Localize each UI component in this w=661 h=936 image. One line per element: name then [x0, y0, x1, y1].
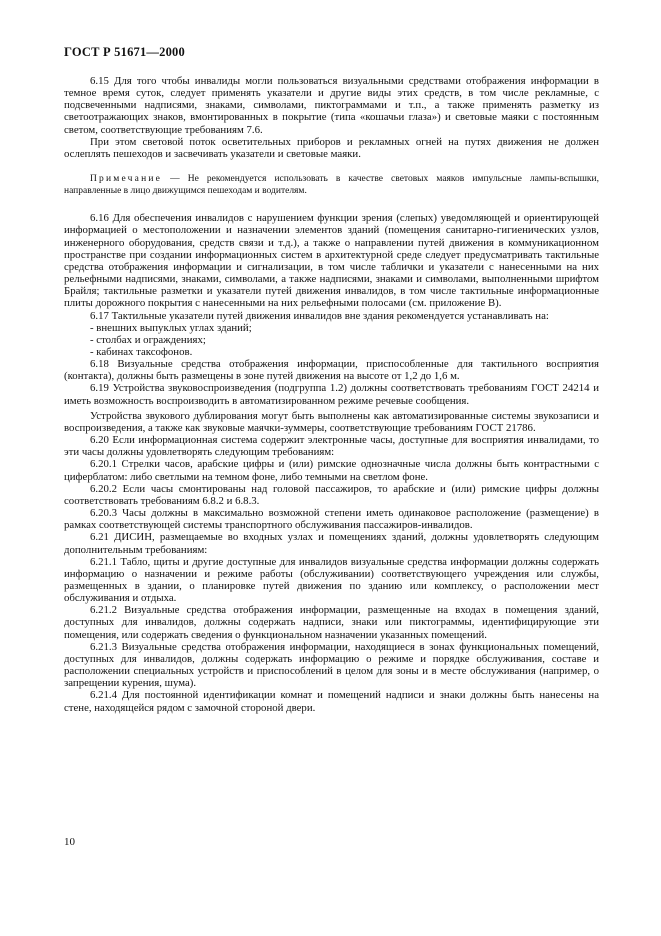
- paragraph-6-16: 6.16 Для обеспечения инвалидов с нарушением функции зрения (слепых) уведомляющей и ориентирующей информацией о местоположении и назначении элементов зданий (помещения санитарно-гигиенических узлов, инженерного оборудования, средств связи и т.д.), а также о направлении путей движения в коммуникационном пространстве при создании информационных систем в архитектурной среде следует предусматривать тактильные средства отображения информации и сигнализации, в том числе таблички и указатели с нанесенными на них рельефными надписями, знаками, символами, а также надписями, знаками и символами, выполненными шрифтом Брайля; тактильные разметки и указатели путей движения инвалидов, в том числе тактильные информационные плиты дорожного покрытия с нанесенными на них рельефными полосами (см. приложение В).: [64, 212, 599, 310]
- paragraph-6-21: 6.21 ДИСИН, размещаемые во входных узлах и помещениях зданий, должны удовлетворять следующим дополнительным требованиям:: [64, 531, 599, 556]
- list-item: - внешних выпуклых углах зданий;: [90, 321, 252, 334]
- paragraph-6-21-2: 6.21.2 Визуальные средства отображения информации, размещенные на входах в помещения зданий, доступных для инвалидов, должны содержать надписи, знаки или пиктограммы, идентифицирующие эти помещения, или содержать сведения о функциональном назначении указанных помещений.: [64, 604, 599, 641]
- paragraph-6-18: 6.18 Визуальные средства отображения информации, приспособленные для тактильного восприятия (контакта), должны быть размещены в зоне путей движения на высоте от 1,2 до 1,6 м.: [64, 358, 599, 383]
- list-item: - кабинах таксофонов.: [90, 346, 193, 358]
- paragraph-6-20-3: 6.20.3 Часы должны в максимально возможной степени иметь одинаковое расположение (размещение) в рамках соответствующей системы транспортного обслуживания пассажиров-инвалидов.: [64, 507, 599, 532]
- note-text: — Не рекомендуется использовать в качестве световых маяков импульсные лампы-вспышки, направленные в лицо движущимся пешеходам и водителям.: [64, 174, 600, 196]
- paragraph-6-15-cont: При этом световой поток осветительных приборов и рекламных огней на путях движения не должен ослеплять пешеходов и засвечивать указатели и световые маяки.: [64, 135, 599, 160]
- paragraph-6-19: 6.19 Устройства звуковоспроизведения (подгруппа 1.2) должны соответствовать требованиям ГОСТ 24214 и иметь возможность воспроизводить в автоматизированном режиме речевые сообщения.: [64, 382, 599, 407]
- paragraph-6-20-1: 6.20.1 Стрелки часов, арабские цифры и (или) римские однозначные числа должны быть контрастными с циферблатом: либо светлыми на темном фоне, либо темными на светлом фоне.: [64, 458, 599, 483]
- page-header-standard-number: ГОСТ Р 51671—2000: [64, 45, 185, 59]
- paragraph-6-15: 6.15 Для того чтобы инвалиды могли пользоваться визуальными средствами отображения информации в темное время суток, следует применять указатели и другие виды этих средств, в том числе рекламные, с подсвеченными надписями, знаками, символами, пиктограммами и т.п., а также применять разметку из светоотражающих знаков, вмонтированных в покрытие (типа «кошачьи глаза») и световые маяки с постоянным светом, соответствующие требованиям 7.6.: [64, 75, 599, 136]
- document-body: [64, 75, 599, 714]
- paragraph-6-20-2: 6.20.2 Если часы смонтированы над головой пассажиров, то арабские и (или) римские цифры должны соответствовать требованиям 6.8.2 и 6.8.3.: [64, 482, 599, 507]
- note-label: Примечание: [90, 174, 163, 185]
- paragraph-6-21-1: 6.21.1 Табло, щиты и другие доступные для инвалидов визуальные средства информации должны содержать информацию о назначении и режиме работы (обслуживании) соответствующего учреждения или службы, размещенных в здании, о планировке путей движения по зданию или комплексу, о расположении мест обслуживания и отдыха.: [64, 555, 599, 605]
- paragraph-6-20: 6.20 Если информационная система содержит электронные часы, доступные для восприятия инвалидами, то эти часы должны удовлетворять следующим требованиям:: [64, 434, 599, 459]
- paragraph-6-21-3: 6.21.3 Визуальные средства отображения информации, находящиеся в зонах функциональных помещений, доступных для инвалидов, должны содержать информацию о режиме и порядке обслуживания, составе и расположении специальных устройств и приспособлений в целом для зоны и в месте обслуживания (например, о запрещении курения, шума).: [64, 640, 599, 690]
- paragraph-6-19-cont: Устройства звукового дублирования могут быть выполнены как автоматизированные системы звукозаписи и воспроизведения, а также как звуковые маячки-зуммеры, соответствующие требованиям ГОСТ 21786.: [64, 409, 599, 434]
- list-item: - столбах и ограждениях;: [90, 333, 206, 346]
- paragraph-6-17: 6.17 Тактильные указатели путей движения инвалидов вне здания рекомендуется устанавливать на:: [90, 309, 549, 322]
- paragraph-6-21-4: 6.21.4 Для постоянной идентификации комнат и помещений надписи и знаки должны быть нанесены на стене, находящейся рядом с замочной стороной двери.: [64, 689, 599, 714]
- page-number: 10: [64, 836, 75, 848]
- note: [64, 174, 599, 197]
